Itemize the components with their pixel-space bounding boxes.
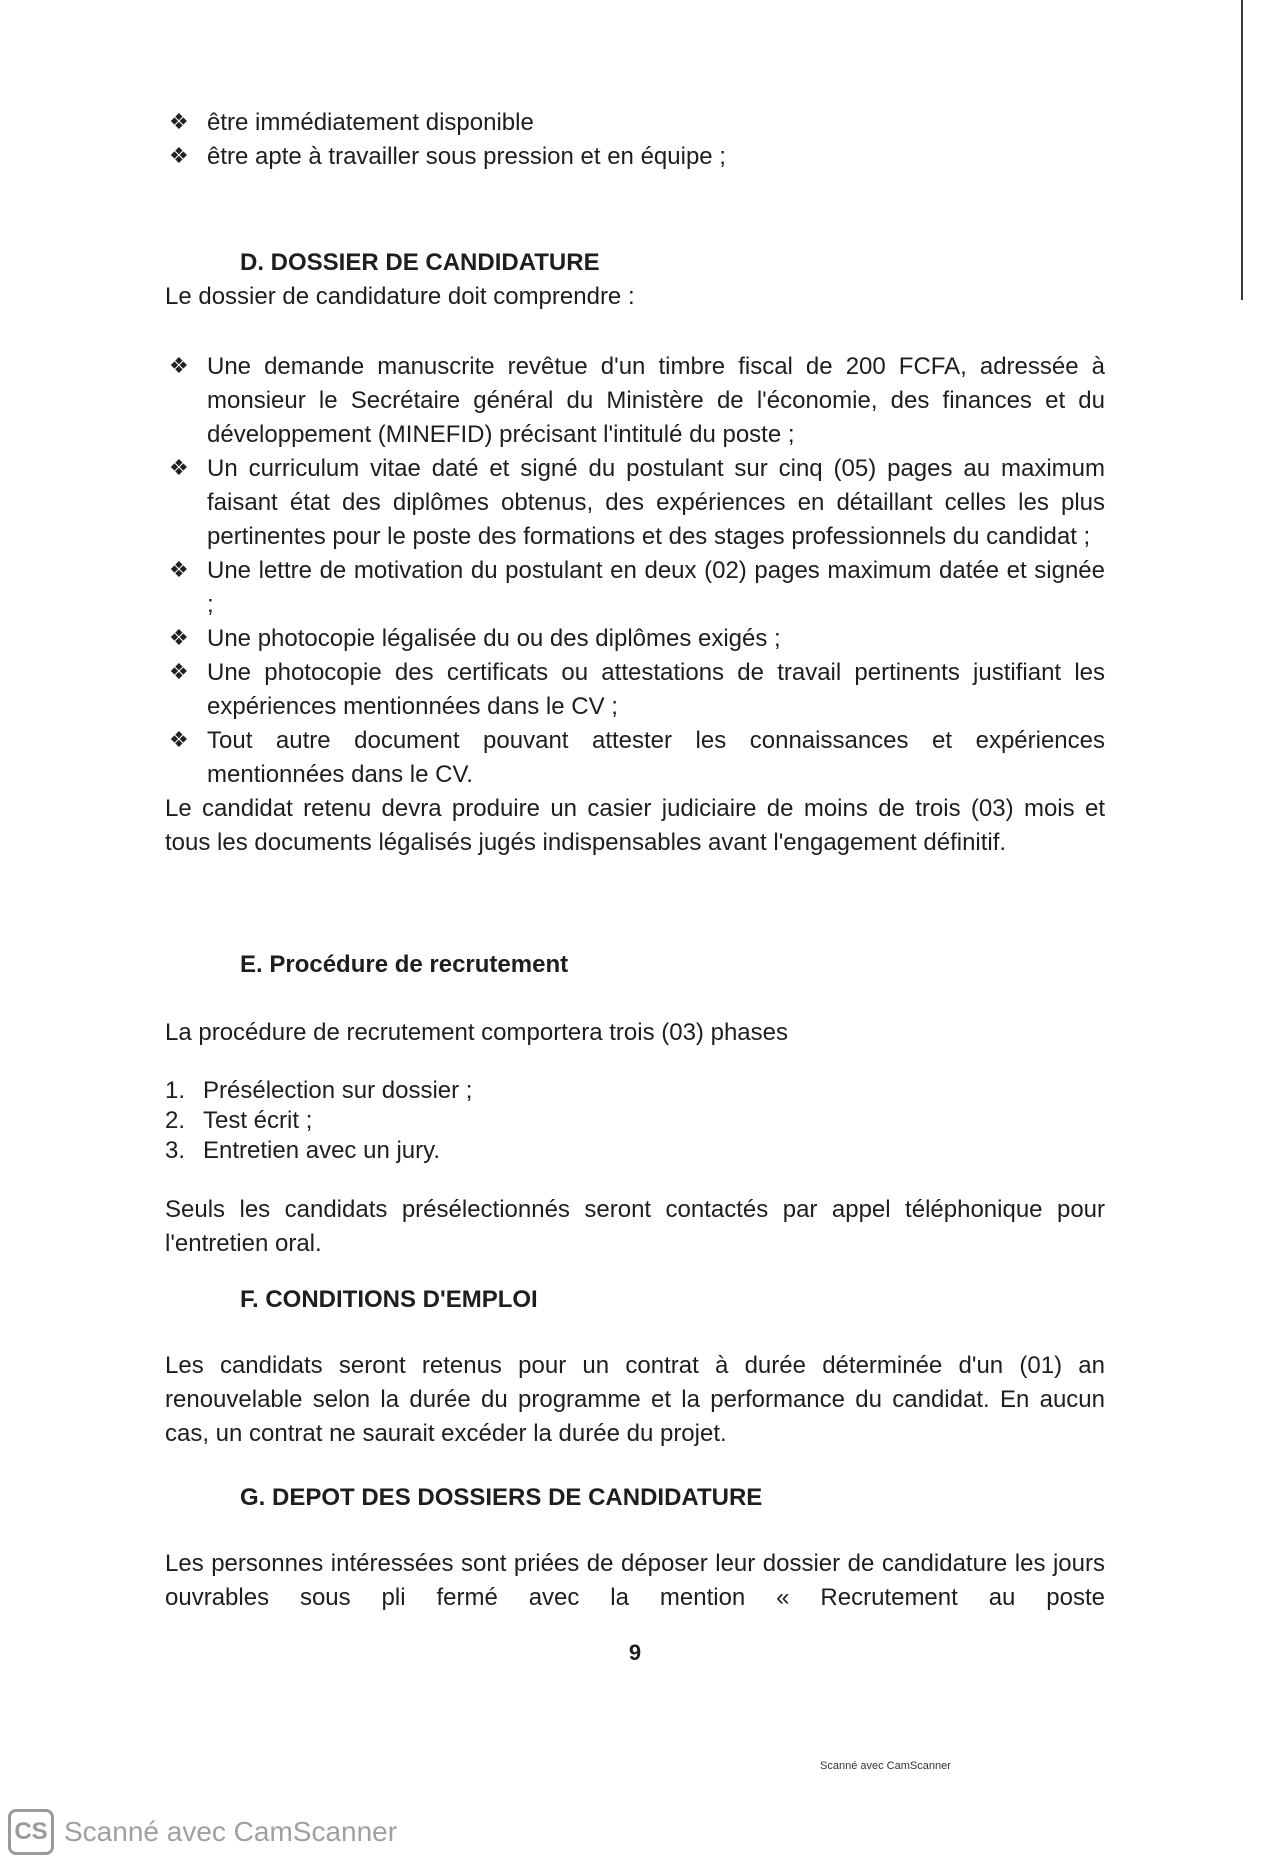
section-d-heading: D. DOSSIER DE CANDIDATURE [240,249,600,276]
camscanner-footer-text: Scanné avec CamScanner [64,1816,398,1847]
list-item: 2. Test écrit ; [165,1107,313,1134]
section-d-list-block [165,350,1105,860]
recruitment-steps-list [165,1076,1105,1166]
dossier-items-list [165,350,1105,792]
section-d-closing: Le candidat retenu devra produire un casier judiciaire de moins de trois (03) mois et tous les documents légalisés jugés indispensables avant l'engagement définitif. [165,795,1105,856]
section-e [165,948,1105,982]
list-item: ❖ Un curriculum vitae daté et signé du postulant sur cinq (05) pages au maximum faisant état des diplômes obtenus, des expériences en détaillant celles les plus pertinentes pour le poste des formations et des stages professionnels du candidat ; [165,452,1105,554]
scan-edge-line [1241,0,1243,300]
four-diamond-bullet-icon: ❖ [169,144,189,169]
section-f [165,1283,1105,1317]
list-item: ❖ Une photocopie légalisée du ou des diplômes exigés ; [165,622,1105,656]
top-bullet-list [165,106,1105,174]
camscanner-logo-icon: CS [8,1809,54,1855]
section-e-note: Seuls les candidats présélectionnés seront contactés par appel téléphonique pour l'entretien oral. [165,1196,1105,1257]
section-e-heading: E. Procédure de recrutement [240,951,569,978]
top-bullet-list-block [165,106,1105,174]
section-e-intro: La procédure de recrutement comportera trois (03) phases [165,1019,788,1046]
four-diamond-bullet-icon: ❖ [169,728,189,753]
four-diamond-bullet-icon: ❖ [169,354,189,379]
list-item: 3. Entretien avec un jury. [165,1137,441,1164]
list-item: ❖ Tout autre document pouvant attester les connaissances et expériences mentionnées dans le CV. [165,724,1105,792]
section-d-intro: Le dossier de candidature doit comprendre : [165,283,635,310]
four-diamond-bullet-icon: ❖ [169,626,189,651]
four-diamond-bullet-icon: ❖ [169,456,189,481]
list-item: ❖ être apte à travailler sous pression et en équipe ; [165,140,1105,174]
section-g-heading: G. DEPOT DES DOSSIERS DE CANDIDATURE [240,1484,763,1511]
four-diamond-bullet-icon: ❖ [169,660,189,685]
four-diamond-bullet-icon: ❖ [169,558,189,583]
camscanner-footer [8,1808,397,1856]
section-f-text: Les candidats seront retenus pour un contrat à durée déterminée d'un (01) an renouvelable selon la durée du programme et la performance du candidat. En aucun cas, un contrat ne saurait excéder la durée du projet. [165,1352,1105,1447]
list-item: ❖ être immédiatement disponible [165,106,1105,140]
list-item: ❖ Une photocopie des certificats ou attestations de travail pertinents justifiant les expériences mentionnées dans le CV ; [165,656,1105,724]
section-d [165,246,1105,314]
section-f-heading: F. CONDITIONS D'EMPLOI [240,1286,538,1313]
page-number: 9 [628,1640,642,1665]
section-g-text: Les personnes intéressées sont priées de déposer leur dossier de candidature les jours ouvrables sous pli fermé avec la mention « Recrutement au poste [165,1550,1105,1611]
section-e-steps-block [165,1076,1105,1166]
list-item: ❖ Une demande manuscrite revêtue d'un timbre fiscal de 200 FCFA, adressée à monsieur le Secrétaire général du Ministère de l'économie, des finances et du développement (MINEFID) précisant l'intitulé du poste ; [165,350,1105,452]
list-item: ❖ Une lettre de motivation du postulant en deux (02) pages maximum datée et signée ; [165,554,1105,622]
four-diamond-bullet-icon: ❖ [169,110,189,135]
list-item: 1. Présélection sur dossier ; [165,1077,473,1104]
section-g [165,1481,1105,1515]
scanner-watermark-small: Scanné avec CamScanner [820,1760,951,1772]
